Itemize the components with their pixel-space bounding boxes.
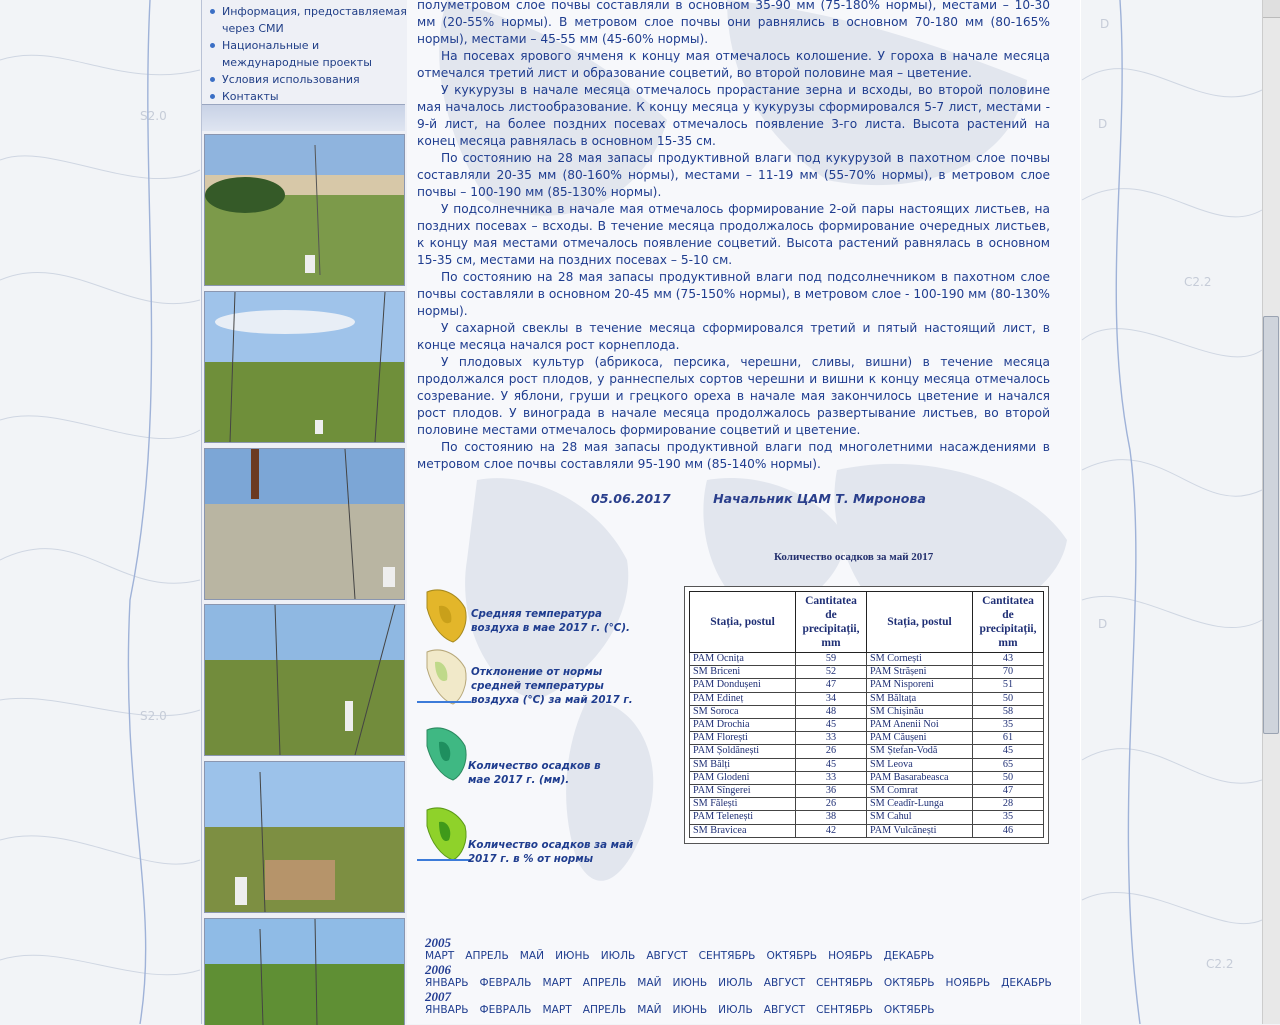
station-cell: PAM Telenești — [690, 811, 796, 824]
table-row — [690, 785, 1044, 798]
archive-month-link[interactable]: МАРТ — [542, 1004, 572, 1016]
webcam-image-6[interactable] — [204, 918, 405, 1025]
archive-month-link[interactable]: АПРЕЛЬ — [465, 950, 509, 962]
station-cell: PAM Glodeni — [690, 771, 796, 784]
map-caption-temp-anomaly: Отклонение от нормы средней температуры воздуха (°C) за май 2017 г. — [471, 666, 633, 706]
archive-month-link[interactable]: АПРЕЛЬ — [582, 977, 627, 989]
archive-month-link[interactable]: СЕНТЯБРЬ — [698, 950, 756, 962]
archive-month-link[interactable]: МАЙ — [519, 950, 545, 962]
amount-cell: 36 — [795, 785, 866, 798]
archive-month-link[interactable]: ЯНВАРЬ — [425, 1004, 469, 1016]
archive-month-link[interactable]: МАЙ — [637, 977, 662, 989]
menu-item-terms[interactable]: Условия использования — [210, 71, 407, 88]
amount-cell: 52 — [795, 666, 866, 679]
table-row — [690, 811, 1044, 824]
archive-month-link[interactable]: ФЕВРАЛЬ — [479, 977, 532, 989]
webcam-image-4[interactable] — [204, 604, 405, 756]
signature-name: Начальник ЦАМ Т. Миронова — [713, 491, 926, 506]
table-row — [690, 732, 1044, 745]
webcam-image-2[interactable] — [204, 291, 405, 443]
amount-cell: 50 — [972, 771, 1043, 784]
paragraph-5: У подсолнечника в начале мая отмечалось формирование 2-ой пары настоящих листьев, на поздних посевах – всходы. В течение месяца продолжалось формирование очередных листьев, к концу мая местами отмечалось появление соцветий. Высота растений равнялась в основном 15-35 см, местами на поздних посевах – 5-10 см. — [417, 202, 1050, 267]
archive-month-link[interactable]: ИЮЛЬ — [718, 1004, 753, 1016]
station-cell: SM Bălți — [690, 758, 796, 771]
table-row — [690, 653, 1044, 666]
table-row — [690, 679, 1044, 692]
station-cell: PAM Edineț — [690, 692, 796, 705]
archive-month-row — [425, 1003, 1063, 1017]
archive-month-row — [425, 976, 1063, 990]
table-row — [690, 824, 1044, 837]
station-cell: PAM Basarabeasca — [866, 771, 972, 784]
map-thumbnail-temperature[interactable] — [417, 584, 473, 644]
archive-month-link[interactable]: ОКТЯБРЬ — [883, 977, 935, 989]
header-amount-2: Cantitatea de precipitații, mm — [972, 592, 1043, 653]
amount-cell: 33 — [795, 771, 866, 784]
station-cell: PAM Strășeni — [866, 666, 972, 679]
paragraph-7: У сахарной свеклы в течение месяца сформировался третий и пятый настоящий лист, в конце месяца начался рост корнеплода. — [417, 321, 1050, 352]
svg-text:D: D — [1098, 117, 1108, 131]
amount-cell: 61 — [972, 732, 1043, 745]
amount-cell: 38 — [795, 811, 866, 824]
svg-text:S2.0: S2.0 — [140, 109, 167, 123]
svg-text:C2.2: C2.2 — [1184, 275, 1212, 289]
article-text — [417, 0, 1050, 473]
paragraph-3: У кукурузы в начале месяца отмечалось прорастание зерна и всходы, во второй половине мая началось листообразование. К концу месяца у кукурузы сформировался 5-7 лист, местами - 9-й лист, на более поздних посевах отмечалось появление 3-го листа. Высота растений на конец месяца равнялась в основном 15-35 см. — [417, 83, 1050, 148]
archive-month-link[interactable]: АВГУСТ — [763, 1004, 806, 1016]
paragraph-8: У плодовых культур (абрикоса, персика, черешни, сливы, вишни) в течение месяца продолжался рост плодов, у раннеспелых сортов черешни и вишни к концу месяца отмечалось созревание. У яблони, груши и грецкого ореха в начале мая закончилось цветение и начался рост плодов. У винограда в начале месяца продолжалось развертывание листьев, во второй половине местами отмечалось формирование соцветий и цветение. — [417, 355, 1050, 437]
header-station-2: Stația, postul — [866, 592, 972, 653]
archive-month-link[interactable]: ДЕКАБРЬ — [1001, 977, 1052, 989]
amount-cell: 33 — [795, 732, 866, 745]
webcam-image-5[interactable] — [204, 761, 405, 913]
archive-month-link[interactable]: ИЮНЬ — [672, 1004, 708, 1016]
header-amount-1: Cantitatea de precipitații, mm — [795, 592, 866, 653]
archive-month-link[interactable]: СЕНТЯБРЬ — [816, 977, 873, 989]
archive-month-link[interactable]: МАРТ — [425, 950, 455, 962]
paragraph-1: полуметровом слое почвы составляли в основном 35-90 мм (75-180% нормы), местами – 10-30 мм (20-55% нормы). В метровом слое почвы они равнялись в основном 70-180 мм (80-165% нормы), местами – 45-55 мм (45-60% нормы). — [417, 0, 1050, 46]
station-cell: SM Cornești — [866, 653, 972, 666]
archive-month-link[interactable]: СЕНТЯБРЬ — [816, 1004, 873, 1016]
archive-month-row — [425, 949, 1063, 963]
station-cell: SM Briceni — [690, 666, 796, 679]
station-cell: SM Ștefan-Vodă — [866, 745, 972, 758]
station-cell: PAM Șoldănești — [690, 745, 796, 758]
sidebar-menu — [202, 3, 407, 105]
map-thumbnail-temp-anomaly[interactable] — [417, 644, 473, 706]
archive-month-link[interactable]: ИЮНЬ — [555, 950, 590, 962]
amount-cell: 59 — [795, 653, 866, 666]
amount-cell: 45 — [972, 745, 1043, 758]
archive-month-link[interactable]: ОКТЯБРЬ — [883, 1004, 935, 1016]
table-row — [690, 719, 1044, 732]
svg-text:D: D — [1100, 17, 1110, 31]
amount-cell: 35 — [972, 811, 1043, 824]
station-cell: SM Soroca — [690, 705, 796, 718]
station-cell: PAM Drochia — [690, 719, 796, 732]
archive-month-link[interactable]: ИЮЛЬ — [600, 950, 636, 962]
menu-item-contacts[interactable]: Контакты — [210, 88, 407, 105]
archive-month-link[interactable]: ДЕКАБРЬ — [883, 950, 935, 962]
menu-item-projects[interactable]: Национальные и международные проекты — [210, 37, 407, 71]
archive-month-link[interactable]: МАЙ — [637, 1004, 662, 1016]
webcam-image-1[interactable] — [204, 134, 405, 286]
amount-cell: 47 — [795, 679, 866, 692]
map-thumbnail-precip-percent[interactable] — [417, 802, 473, 864]
archive-year: 2005 — [425, 935, 451, 950]
scroll-up-arrow-icon[interactable] — [1263, 0, 1280, 18]
sidebar-separator — [202, 104, 405, 131]
paragraph-6: По состоянию на 28 мая запасы продуктивной влаги под подсолнечником в пахотном слое почвы составляли в основном 20-45 мм (75-150% нормы), в метровом слое - 100-190 мм (80-130% нормы). — [417, 270, 1050, 318]
archive-month-link[interactable]: НОЯБРЬ — [828, 950, 873, 962]
station-cell: PAM Florești — [690, 732, 796, 745]
amount-cell: 70 — [972, 666, 1043, 679]
precip-table-title: Количество осадков за май 2017 — [774, 551, 934, 563]
archive-year: 2007 — [425, 989, 451, 1004]
menu-item-media[interactable]: Информация, предоставляемая через СМИ — [210, 3, 407, 37]
table-row — [690, 798, 1044, 811]
archive-month-link[interactable]: ИЮНЬ — [672, 977, 708, 989]
station-cell: PAM Ocnița — [690, 653, 796, 666]
amount-cell: 43 — [972, 653, 1043, 666]
station-cell: SM Băltața — [866, 692, 972, 705]
archive-month-link[interactable]: ФЕВРАЛЬ — [479, 1004, 532, 1016]
svg-text:C2.2: C2.2 — [1206, 957, 1234, 971]
table-row — [690, 745, 1044, 758]
amount-cell: 35 — [972, 719, 1043, 732]
paragraph-2: На посевах ярового ячменя к концу мая отмечалось колошение. У гороха в начале месяца отмечался третий лист и образование соцветий, во второй половине мая – цветение. — [417, 49, 1050, 80]
amount-cell: 42 — [795, 824, 866, 837]
archive-month-link[interactable]: ЯНВАРЬ — [425, 977, 469, 989]
map-caption-temperature: Средняя температура воздуха в мае 2017 г. (°C). — [471, 608, 630, 634]
table-row — [690, 666, 1044, 679]
amount-cell: 26 — [795, 798, 866, 811]
amount-cell: 58 — [972, 705, 1043, 718]
svg-text:S2.0: S2.0 — [140, 709, 167, 723]
precip-table-box — [684, 586, 1049, 844]
amount-cell: 50 — [972, 692, 1043, 705]
amount-cell: 48 — [795, 705, 866, 718]
archive-year: 2006 — [425, 962, 451, 977]
amount-cell: 46 — [972, 824, 1043, 837]
archive-month-link[interactable]: ИЮЛЬ — [718, 977, 753, 989]
scroll-thumb[interactable] — [1263, 316, 1279, 734]
amount-cell: 65 — [972, 758, 1043, 771]
station-cell: SM Ceadîr-Lunga — [866, 798, 972, 811]
precip-table — [689, 591, 1044, 838]
station-cell: PAM Sîngerei — [690, 785, 796, 798]
amount-cell: 34 — [795, 692, 866, 705]
archive-month-link[interactable]: АВГУСТ — [763, 977, 806, 989]
amount-cell: 45 — [795, 719, 866, 732]
station-cell: SM Chișinău — [866, 705, 972, 718]
table-row — [690, 692, 1044, 705]
svg-text:D: D — [1098, 617, 1108, 631]
map-thumbnail-precip-mm[interactable] — [417, 722, 473, 782]
station-cell: SM Bravicea — [690, 824, 796, 837]
header-station-1: Stația, postul — [690, 592, 796, 653]
archive-month-link[interactable]: АПРЕЛЬ — [582, 1004, 627, 1016]
archive-links — [425, 936, 1063, 1017]
signature-date: 05.06.2017 — [591, 491, 671, 506]
amount-cell: 45 — [795, 758, 866, 771]
webcam-image-3[interactable] — [204, 448, 405, 600]
amount-cell: 28 — [972, 798, 1043, 811]
main-content — [407, 0, 1080, 1024]
archive-month-link[interactable]: НОЯБРЬ — [945, 977, 991, 989]
amount-cell: 26 — [795, 745, 866, 758]
signature — [591, 491, 964, 506]
station-cell: PAM Căușeni — [866, 732, 972, 745]
archive-month-link[interactable]: АВГУСТ — [646, 950, 688, 962]
station-cell: PAM Nisporeni — [866, 679, 972, 692]
station-cell: SM Fălești — [690, 798, 796, 811]
archive-month-link[interactable]: ОКТЯБРЬ — [766, 950, 818, 962]
station-cell: SM Comrat — [866, 785, 972, 798]
station-cell: SM Leova — [866, 758, 972, 771]
table-row — [690, 771, 1044, 784]
paragraph-4: По состоянию на 28 мая запасы продуктивной влаги под кукурузой в пахотном слое почвы составляли 20-35 мм (80-160% нормы), местами – 11-19 мм (55-70% нормы), в метровом слое почвы – 100-190 мм (85-130% нормы). — [417, 151, 1050, 199]
amount-cell: 51 — [972, 679, 1043, 692]
map-caption-precip-percent: Количество осадков за май 2017 г. в % от нормы — [468, 839, 634, 865]
table-row — [690, 705, 1044, 718]
vertical-scrollbar[interactable] — [1262, 0, 1280, 1024]
amount-cell: 47 — [972, 785, 1043, 798]
map-caption-precip-mm: Количество осадков в мае 2017 г. (мм). — [468, 760, 601, 786]
paragraph-9: По состоянию на 28 мая запасы продуктивной влаги под многолетними насаждениями в метровом слое почвы составляли 95-190 мм (85-140% нормы). — [417, 440, 1050, 471]
station-cell: SM Cahul — [866, 811, 972, 824]
station-cell: PAM Anenii Noi — [866, 719, 972, 732]
table-row — [690, 758, 1044, 771]
archive-month-link[interactable]: МАРТ — [542, 977, 572, 989]
station-cell: PAM Dondușeni — [690, 679, 796, 692]
station-cell: PAM Vulcănești — [866, 824, 972, 837]
